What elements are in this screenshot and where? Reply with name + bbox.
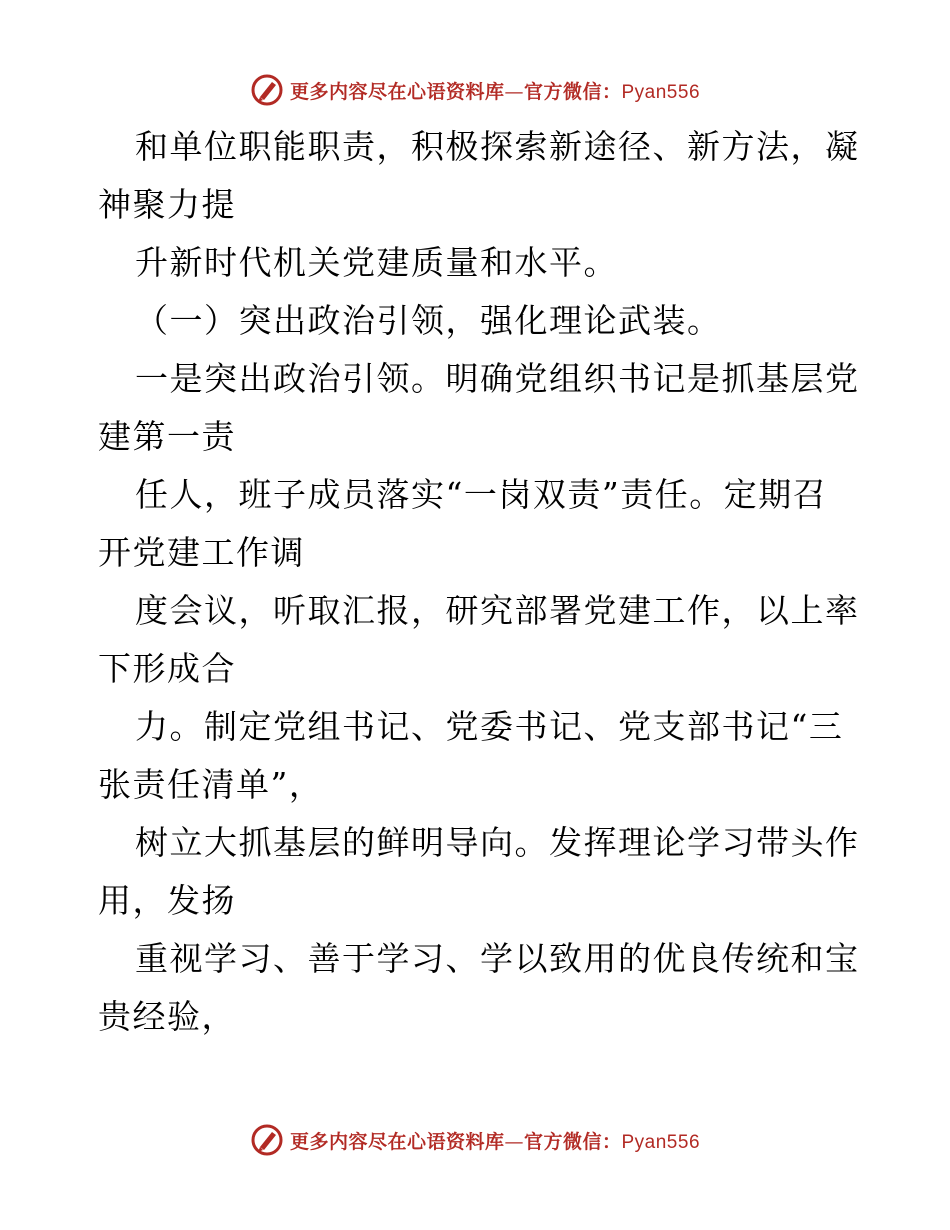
pen-circle-logo-icon [250, 1123, 284, 1157]
text-line: 开党建工作调 [98, 533, 305, 572]
text-line: 度会议，听取汇报，研究部署党建工作，以上率 [135, 591, 860, 630]
text-line: 贵经验， [98, 997, 236, 1036]
footer-banner-main: 更多内容尽在心语资料库 [289, 1130, 505, 1153]
text-line: 神聚力提 [98, 185, 236, 224]
header-banner-id: Pyan556 [621, 81, 701, 103]
footer-banner-id: Pyan556 [621, 1131, 701, 1153]
document-body [98, 118, 858, 1046]
text-line: 建第一责 [98, 417, 236, 456]
text-line: 力。制定党组书记、党委书记、党支部书记“三 [135, 707, 844, 746]
header-banner-main: 更多内容尽在心语资料库 [289, 80, 505, 103]
footer-banner-dash: — [504, 1130, 524, 1153]
header-banner-text [290, 77, 700, 104]
header-banner-official: 官方微信： [523, 80, 622, 103]
text-line: （一）突出政治引领，强化理论武装。 [135, 301, 722, 340]
pen-circle-logo-icon [250, 73, 284, 107]
text-line: 任人，班子成员落实“一岗双责”责任。定期召 [135, 475, 828, 514]
text-line: 树立大抓基层的鲜明导向。发挥理论学习带头作 [135, 823, 860, 862]
text-line: 用，发扬 [98, 881, 236, 920]
header-banner [0, 70, 950, 110]
footer-banner [0, 1120, 950, 1160]
text-line: 下形成合 [98, 649, 236, 688]
footer-banner-text [290, 1127, 700, 1154]
text-line: 升新时代机关党建质量和水平。 [135, 243, 618, 282]
header-banner-dash: — [504, 80, 524, 103]
text-line: 和单位职能职责，积极探索新途径、新方法，凝 [135, 127, 860, 166]
text-line: 张责任清单”， [98, 765, 324, 804]
text-line: 重视学习、善于学习、学以致用的优良传统和宝 [135, 939, 860, 978]
text-line: 一是突出政治引领。明确党组织书记是抓基层党 [135, 359, 860, 398]
footer-banner-official: 官方微信： [523, 1130, 622, 1153]
